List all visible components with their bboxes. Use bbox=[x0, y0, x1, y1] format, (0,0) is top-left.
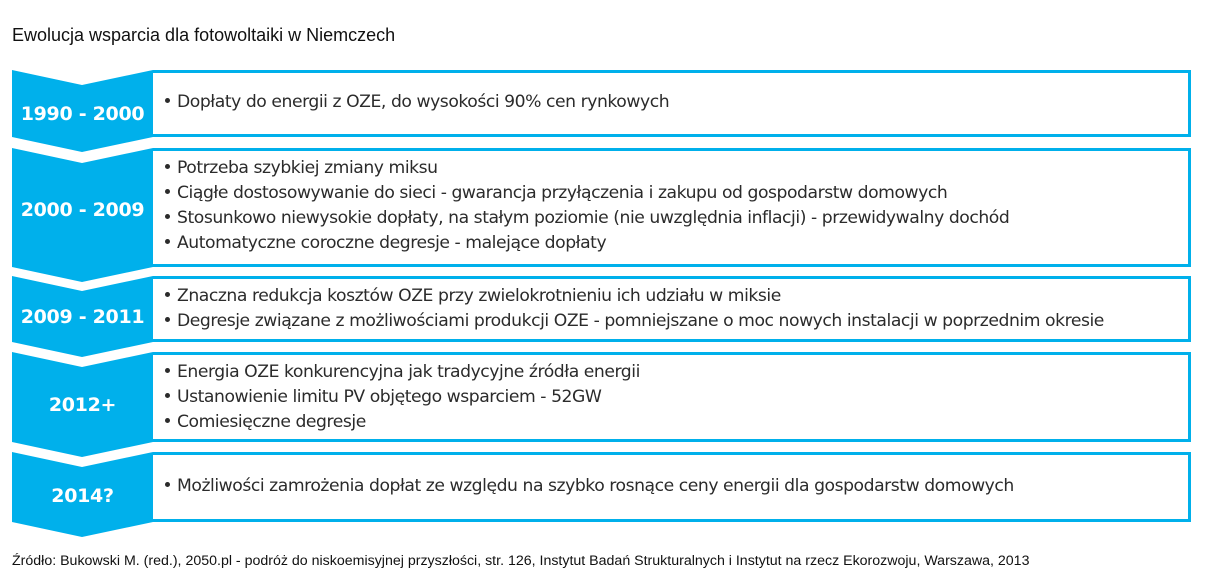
bullet-icon bbox=[165, 292, 170, 297]
period-label: 1990 - 2000 bbox=[20, 103, 145, 125]
period-label: 2009 - 2011 bbox=[20, 306, 145, 328]
period-label: 2014? bbox=[51, 485, 114, 507]
bullet-icon bbox=[165, 239, 170, 244]
list-item: Możliwości zamrożenia dopłat ze względu na szybko rosnące ceny energii dla gospodarstw domowych bbox=[163, 474, 1014, 499]
list-item: Degresje związane z możliwościami produkcji OZE - pomniejszane o moc nowych instalacji w poprzednim okresie bbox=[163, 309, 1104, 334]
list-item: Comiesięczne degresje bbox=[163, 410, 640, 435]
bullet-icon bbox=[165, 317, 170, 322]
bullet-list bbox=[163, 360, 640, 435]
period-label: 2012+ bbox=[48, 394, 117, 416]
bullet-icon bbox=[165, 189, 170, 194]
bullet-icon bbox=[165, 418, 170, 423]
list-item: Automatyczne coroczne degresje - malejące dopłaty bbox=[163, 231, 1009, 256]
bullet-icon bbox=[165, 214, 170, 219]
list-item: Znaczna redukcja kosztów OZE przy zwielokrotnieniu ich udziału w miksie bbox=[163, 284, 1104, 309]
bullet-list bbox=[163, 90, 669, 115]
source-citation: Źródło: Bukowski M. (red.), 2050.pl - podróż do niskoemisyjnej przyszłości, str. 126, Instytut Badań Strukturalnych i Instytut na rzecz Ekorozwoju, Warszawa, 2013 bbox=[12, 553, 1030, 569]
list-item: Energia OZE konkurencyjna jak tradycyjne źródła energii bbox=[163, 360, 640, 385]
list-item: Potrzeba szybkiej zmiany miksu bbox=[163, 156, 1009, 181]
bullet-icon bbox=[165, 368, 170, 373]
bullet-icon bbox=[165, 393, 170, 398]
timeline-row-2000-2009 bbox=[12, 148, 1191, 267]
timeline-row-2014 bbox=[12, 452, 1191, 522]
timeline-row-2009-2011 bbox=[12, 276, 1191, 342]
bullet-icon bbox=[165, 482, 170, 487]
timeline-row-2012-plus bbox=[12, 352, 1191, 442]
list-item: Ustanowienie limitu PV objętego wsparciem - 52GW bbox=[163, 385, 640, 410]
bullet-icon bbox=[165, 164, 170, 169]
bullet-list bbox=[163, 156, 1009, 256]
bullet-list bbox=[163, 284, 1104, 334]
bullet-list bbox=[163, 474, 1014, 499]
list-item: Ciągłe dostosowywanie do sieci - gwarancja przyłączenia i zakupu od gospodarstw domowych bbox=[163, 181, 1009, 206]
bullet-icon bbox=[165, 98, 170, 103]
diagram-title: Ewolucja wsparcia dla fotowoltaiki w Niemczech bbox=[12, 25, 396, 45]
timeline-row-1990-2000 bbox=[12, 70, 1191, 137]
list-item: Dopłaty do energii z OZE, do wysokości 90% cen rynkowych bbox=[163, 90, 669, 115]
period-label: 2000 - 2009 bbox=[20, 199, 145, 221]
list-item: Stosunkowo niewysokie dopłaty, na stałym poziomie (nie uwzględnia inflacji) - przewidywalny dochód bbox=[163, 206, 1009, 231]
